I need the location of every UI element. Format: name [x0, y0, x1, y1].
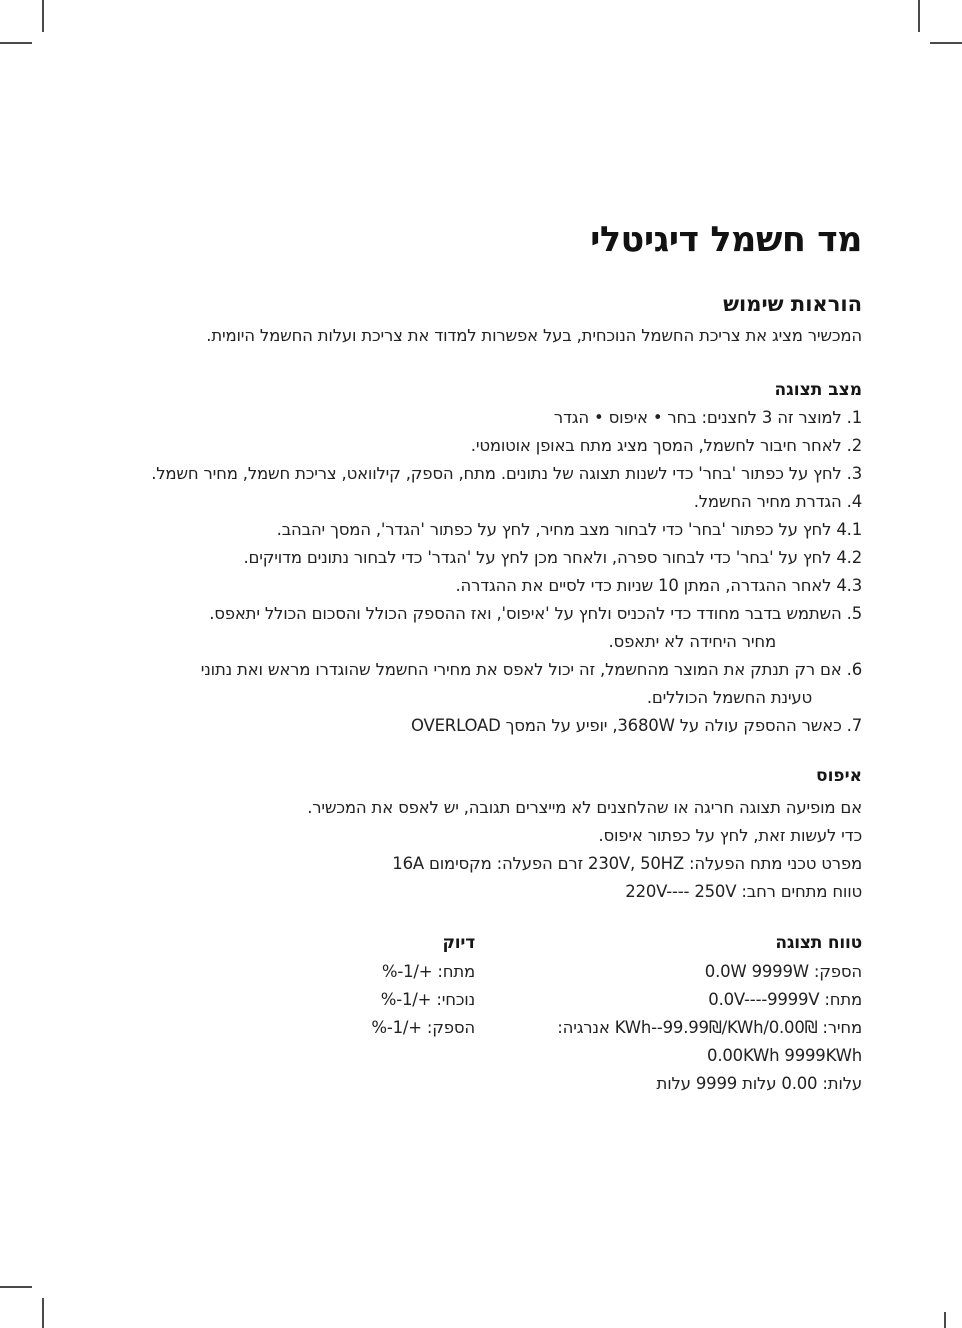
text-run: טעינת החשמל הכוללים.	[646, 688, 812, 707]
text-line	[100, 488, 862, 516]
text-run: אם מופיעה תצוגה חריגה או שהלחצנים לא מייצרים תגובה, יש לאפס את המכשיר.	[307, 798, 862, 817]
text-run: 0.00KWh 9999KWh	[707, 1046, 862, 1065]
text-run: 220V---- 250V	[625, 882, 737, 901]
text-run: מחיר:	[817, 1018, 862, 1037]
text-line	[100, 432, 862, 460]
text-run: %-1/+	[371, 1018, 422, 1037]
text-run: 0.0V----9999V	[708, 990, 820, 1009]
text-run: מחיר היחידה לא יתאפס.	[608, 632, 776, 651]
text-run: OVERLOAD	[411, 716, 501, 735]
text-line	[100, 684, 862, 712]
text-line	[100, 544, 862, 572]
text-run: מתח:	[432, 962, 475, 981]
text-run: מתח:	[819, 990, 862, 1009]
crop-mark-bottom-right-vertical	[944, 1312, 946, 1328]
accuracy-heading: דיוק	[442, 933, 475, 953]
text-line	[100, 404, 862, 432]
text-line	[100, 794, 862, 822]
text-run: הספק:	[808, 962, 862, 981]
text-line	[195, 958, 475, 986]
reset-list	[100, 794, 862, 906]
text-run: טווח מתחים רחב:	[736, 882, 862, 901]
text-run: 4. הגדרת מחיר החשמל.	[693, 492, 862, 511]
text-run: כדי לעשות זאת, לחץ על כפתור איפוס.	[598, 826, 862, 845]
text-run: 7. כאשר ההספק עולה על	[674, 716, 862, 735]
text-run: 3. לחץ על כפתור 'בחר' כדי לשנות תצוגה של נתונים. מתח, הספק, קילוואט, צריכת חשמל, מחיר חשמל.	[151, 464, 862, 483]
usage-heading: הוראות שימוש	[723, 292, 862, 316]
text-run: זרם הפעלה: מקסימום	[423, 854, 589, 873]
crop-mark-bottom-left-horizontal	[0, 1286, 32, 1288]
text-line	[100, 600, 862, 628]
text-run: 4.3 לאחר ההגדרה, המתן 10 שניות כדי לסיים את ההגדרה.	[455, 576, 862, 595]
text-run: , יופיע על המסך	[500, 716, 618, 735]
text-run: 2. לאחר חיבור לחשמל, המסך מציג מתח באופן אוטומטי.	[470, 436, 862, 455]
text-run: 230V, 50HZ	[588, 854, 684, 873]
text-run: 16A	[392, 854, 424, 873]
crop-mark-bottom-left-vertical	[42, 1298, 44, 1328]
text-line	[442, 1070, 862, 1098]
text-line	[442, 986, 862, 1014]
text-line	[100, 516, 862, 544]
accuracy-column	[195, 928, 475, 1042]
display-mode-heading: מצב תצוגה	[774, 380, 862, 400]
reset-heading: איפוס	[816, 766, 862, 786]
text-run: הספק:	[421, 1018, 475, 1037]
accuracy-list	[195, 958, 475, 1042]
display-range-list	[442, 958, 862, 1098]
usage-intro: המכשיר מציג את צריכת החשמל הנוכחית, בעל אפשרות למדוד את צריכת ועלות החשמל היומית.	[206, 326, 862, 345]
text-line	[442, 958, 862, 986]
text-line	[100, 878, 862, 906]
text-line	[100, 656, 862, 684]
text-run: 0.0W 9999W	[704, 962, 809, 981]
text-run: נוכחי:	[431, 990, 475, 1009]
text-line	[100, 822, 862, 850]
text-line	[195, 986, 475, 1014]
text-line	[100, 850, 862, 878]
crop-mark-top-right-horizontal	[930, 42, 962, 44]
text-run: אנרגיה:	[557, 1018, 615, 1037]
display-range-column	[442, 928, 862, 1098]
display-range-heading: טווח תצוגה	[775, 933, 862, 953]
text-run: 3680W	[617, 716, 675, 735]
page-title: מד חשמל דיגיטלי	[590, 220, 862, 260]
text-line	[100, 572, 862, 600]
text-run: 4.2 לחץ על 'בחר' כדי לבחור ספרה, ולאחר מכן לחץ על 'הגדר' כדי לבחור נתונים מדויקים.	[243, 548, 862, 567]
text-run: עלות: 0.00 עלות 9999 עלות	[656, 1074, 862, 1093]
text-line	[442, 1014, 862, 1042]
text-line	[100, 628, 862, 656]
text-line	[100, 712, 862, 740]
text-run: 4.1 לחץ על כפתור 'בחר' כדי לבחור מצב מחיר, לחץ על כפתור 'הגדר', המסך יהבהב.	[276, 520, 862, 539]
text-run: %-1/+	[381, 962, 433, 981]
display-mode-list	[100, 404, 862, 740]
text-run: KWh--99.99₪/KWh/0.00₪	[614, 1018, 818, 1037]
text-run: %-1/+	[380, 990, 432, 1009]
crop-mark-top-left-horizontal	[0, 42, 32, 44]
text-run: 1. למוצר זה 3 לחצנים: בחר • איפוס • הגדר	[553, 408, 862, 427]
text-run: 6. אם רק תנתק את המוצר מהחשמל, זה יכול לאפס את מחירי החשמל שהוגדרו מראש ואת נתוני	[200, 660, 862, 679]
text-line	[195, 1014, 475, 1042]
crop-mark-top-left-vertical	[42, 0, 44, 32]
text-run: 5. השתמש בדבר מחודד כדי להכניס ולחץ על 'איפוס', ואז ההספק הכולל והסכום הכולל יתאפס.	[209, 604, 862, 623]
text-run: מפרט טכני מתח הפעלה:	[684, 854, 862, 873]
text-line	[442, 1042, 862, 1070]
text-line	[100, 460, 862, 488]
crop-mark-top-right-vertical	[918, 0, 920, 32]
